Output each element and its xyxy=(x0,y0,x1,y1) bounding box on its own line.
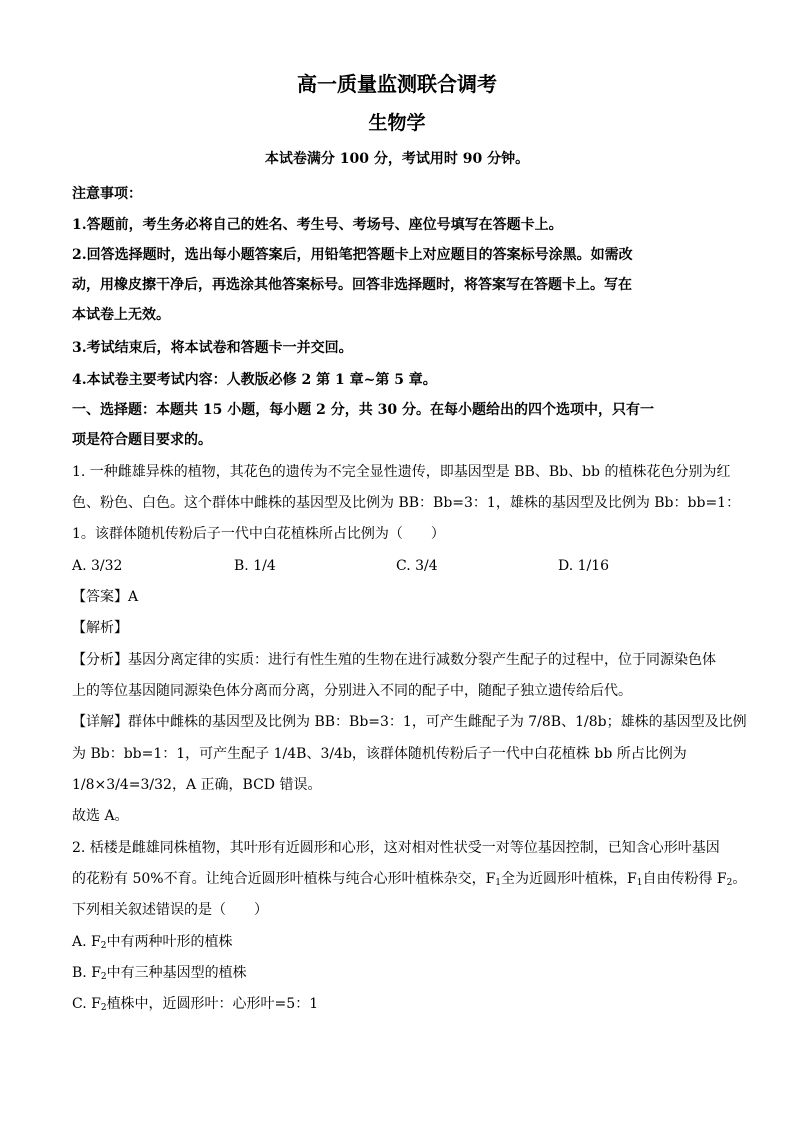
note-item-1: 1.答题前，考生务必将自己的姓名、考生号、考场号、座位号填写在答题卡上。 xyxy=(72,217,563,233)
q2-stem-line-1: 2. 栝楼是雌雄同株植物，其叶形有近圆形和心形，这对相对性状受一对等位基因控制，已知含心形叶基因 xyxy=(72,840,720,856)
q1-detail-line-1: 【详解】群体中雌株的基因型及比例为 BB：Bb=3：1，可产生雌配子为 7/8B、1/8b；雄株的基因型及比例 xyxy=(72,714,747,730)
q1-analysis-line-2: 上的等位基因随同源染色体分离而分离，分别进入不同的配子中，随配子独立遗传给后代。 xyxy=(72,683,632,699)
q2-text-d: 。 xyxy=(732,871,747,887)
subscript: 1 xyxy=(636,878,643,888)
q1-stem-line-2: 色、粉色、白色。这个群体中雌株的基因型及比例为 BB：Bb=3：1，雄株的基因型及比例为 Bb：bb=1： xyxy=(72,495,741,511)
exam-title: 高一质量监测联合调考 xyxy=(297,72,497,96)
q1-option-c: C. 3/4 xyxy=(396,558,438,574)
q1-analysis-line-1: 【分析】基因分离定律的实质：进行有性生殖的生物在进行减数分裂产生配子的过程中，位于同源染色体 xyxy=(72,652,716,668)
subscript: 1 xyxy=(495,878,502,888)
option-text: 中有两种叶形的植株 xyxy=(106,934,233,950)
q2-option-a xyxy=(72,933,232,951)
subscript: 2 xyxy=(100,941,107,951)
q2-stem-line-3: 下列相关叙述错误的是（ ） xyxy=(72,902,268,918)
q2-text-c: 自由传粉得 F xyxy=(642,871,727,887)
q1-analysis-label: 【解析】 xyxy=(72,620,128,636)
subscript: 2 xyxy=(100,972,107,982)
subscript: 2 xyxy=(726,878,733,888)
q1-option-a: A. 3/32 xyxy=(72,558,123,574)
q1-stem-line-3: 1。该群体随机传粉后子一代中白花植株所占比例为（ ） xyxy=(72,526,445,542)
subscript: 2 xyxy=(100,1003,107,1013)
subject-title: 生物学 xyxy=(368,112,426,134)
q1-stem-line-1: 1. 一种雌雄异株的植物，其花色的遗传为不完全显性遗传，即基因型是 BB、Bb、bb 的植株花色分别为红 xyxy=(72,464,731,480)
option-prefix: B. F xyxy=(72,965,101,981)
option-prefix: A. F xyxy=(72,934,101,950)
note-item-2-line-3: 本试卷上无效。 xyxy=(72,307,170,323)
option-prefix: C. F xyxy=(72,996,101,1012)
note-item-2-line-2: 动，用橡皮擦干净后，再选涂其他答案标号。回答非选择题时，将答案写在答题卡上。写在 xyxy=(72,277,632,293)
option-text: 中有三种基因型的植株 xyxy=(106,965,247,981)
section-heading-line-1: 一、选择题：本题共 15 小题，每小题 2 分，共 30 分。在每小题给出的四个选项中，只有一 xyxy=(72,402,654,418)
q1-detail-line-3: 1/8×3/4=3/32，A 正确，BCD 错误。 xyxy=(72,777,322,793)
q1-answer: 【答案】A xyxy=(72,589,139,605)
q1-detail-line-2: 为 Bb：bb=1：1，可产生配子 1/4B、3/4b，该群体随机传粉后子一代中白花植株 bb 所占比例为 xyxy=(72,746,687,762)
exam-info: 本试卷满分 100 分，考试用时 90 分钟。 xyxy=(264,151,530,167)
note-item-2-line-1: 2.回答选择题时，选出每小题答案后，用铅笔把答题卡上对应题目的答案标号涂黑。如需改 xyxy=(72,247,633,263)
q1-option-d: D. 1/16 xyxy=(558,558,610,574)
q2-text-a: 的花粉有 50%不育。让纯合近圆形叶植株与纯合心形叶植株杂交，F xyxy=(72,871,496,887)
section-heading-line-2: 项是符合题目要求的。 xyxy=(72,432,212,448)
q2-text-b: 全为近圆形叶植株，F xyxy=(501,871,637,887)
q1-conclusion: 故选 A。 xyxy=(72,808,129,824)
q1-option-b: B. 1/4 xyxy=(234,558,276,574)
option-text: 植株中，近圆形叶：心形叶=5：1 xyxy=(106,996,319,1012)
note-item-4: 4.本试卷主要考试内容：人教版必修 2 第 1 章~第 5 章。 xyxy=(72,372,437,388)
notes-heading: 注意事项： xyxy=(72,186,142,202)
note-item-3: 3.考试结束后，将本试卷和答题卡一并交回。 xyxy=(72,340,353,356)
q2-option-b xyxy=(72,964,247,982)
q2-option-c xyxy=(72,995,318,1013)
q2-stem-line-2 xyxy=(72,870,746,888)
